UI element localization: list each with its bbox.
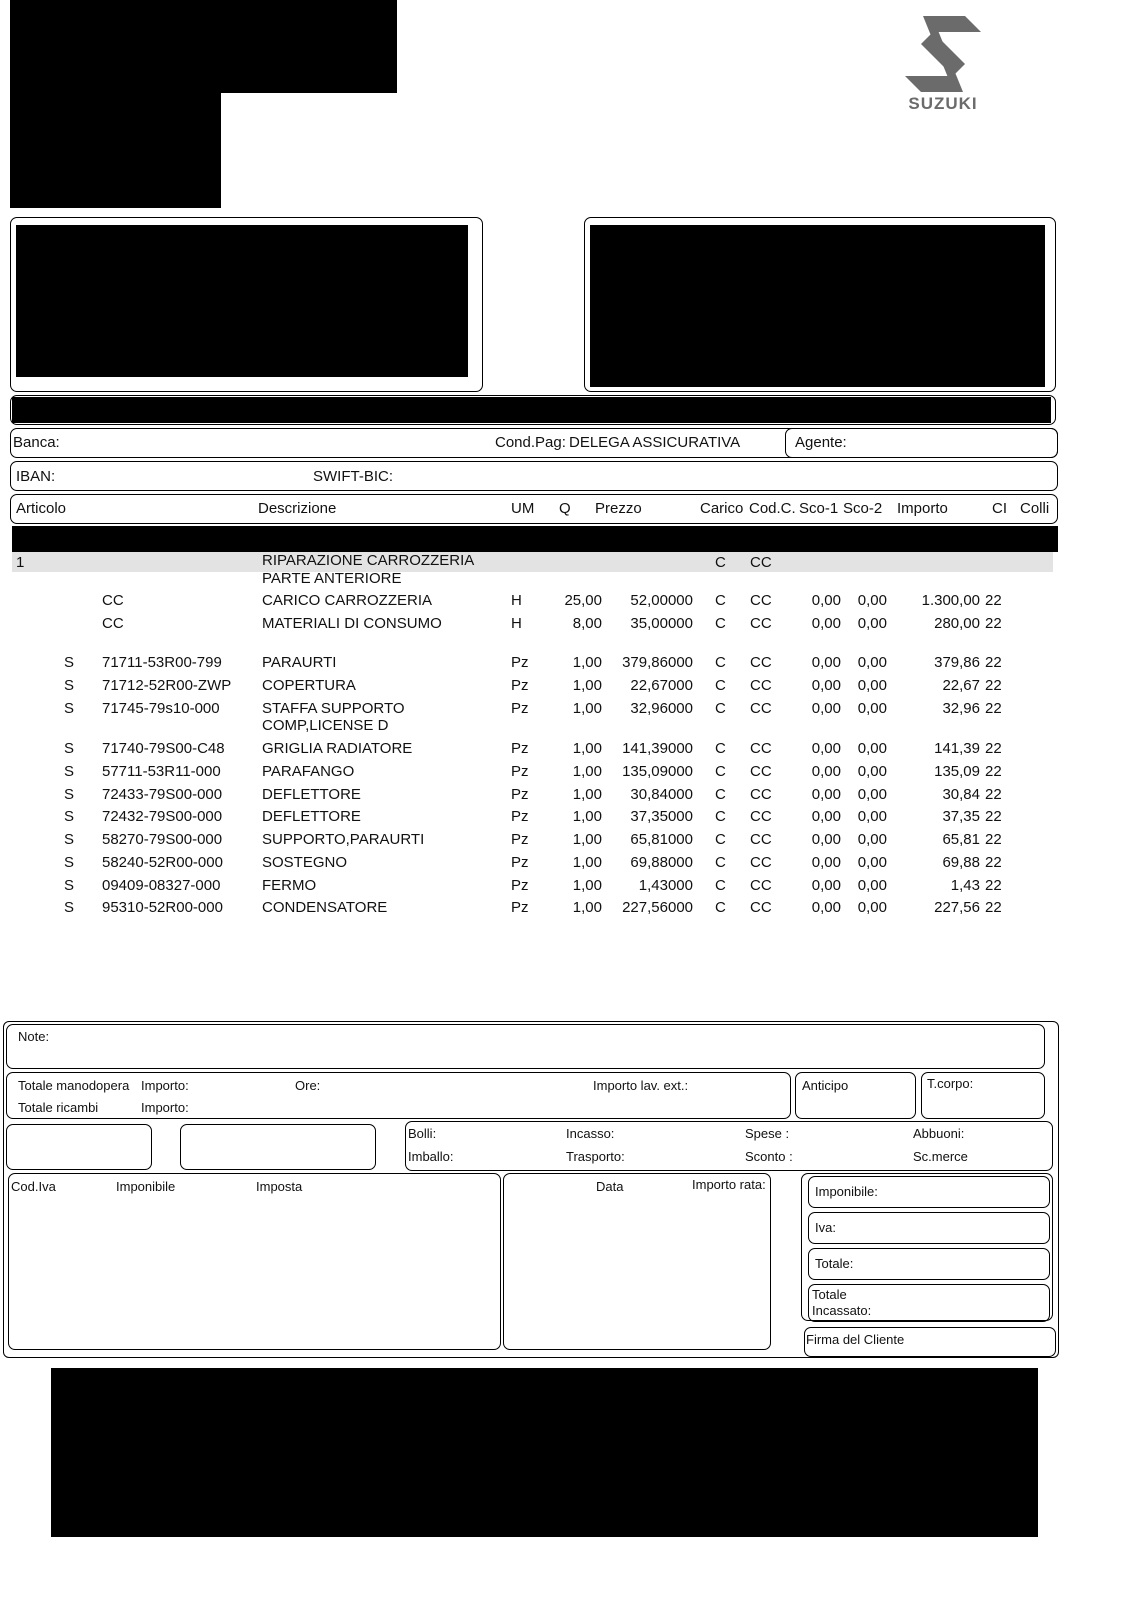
cell-prezzo: 141,39000 <box>622 740 693 757</box>
cell-prezzo: 379,86000 <box>622 654 693 671</box>
cell-sco1: 0,00 <box>811 700 841 717</box>
cell-importo: 1,43 <box>950 877 980 894</box>
cod-iva-label: Cod.Iva <box>11 1179 56 1194</box>
cell-code: CC <box>102 615 124 632</box>
totale-incassato-label: Totale <box>812 1287 847 1302</box>
cell-importo: 227,56 <box>934 899 980 916</box>
cell-flag: S <box>64 808 75 825</box>
cell-code: 09409-08327-000 <box>102 877 221 894</box>
cell-codc: CC <box>750 654 772 671</box>
cell-codc: CC <box>750 740 772 757</box>
table-row <box>0 877 1131 899</box>
cell-code: 95310-52R00-000 <box>102 899 223 916</box>
cell-um: Pz <box>511 700 529 717</box>
cell-flag: S <box>64 740 75 757</box>
cell-desc: DEFLETTORE <box>262 808 361 825</box>
redacted-doc-info <box>12 397 1051 423</box>
cell-importo: 379,86 <box>934 654 980 671</box>
cell-desc: FERMO <box>262 877 317 894</box>
bolli-label: Bolli: <box>408 1126 437 1141</box>
redacted-customer <box>16 225 468 377</box>
col-um: UM <box>511 500 535 517</box>
cell-importo: 30,84 <box>942 786 980 803</box>
importo-lav-ext-label: Importo lav. ext.: <box>593 1078 689 1093</box>
cell-flag: S <box>64 899 75 916</box>
cell-sco2: 0,00 <box>857 615 887 632</box>
group-codc: CC <box>750 554 772 571</box>
tot-ricambi-importo: Importo: <box>141 1100 189 1115</box>
group-number: 1 <box>16 554 25 571</box>
cell-q: 8,00 <box>572 615 602 632</box>
cell-ci: 22 <box>985 786 1002 803</box>
cell-flag: S <box>64 786 75 803</box>
cell-desc: STAFFA SUPPORTO <box>262 700 405 717</box>
cell-importo: 69,88 <box>942 854 980 871</box>
spese-label: Spese : <box>745 1126 790 1141</box>
iva-label: Iva: <box>815 1220 836 1235</box>
col-sco2: Sco-2 <box>843 500 883 517</box>
cell-sco1: 0,00 <box>811 763 841 780</box>
col-q: Q <box>559 500 571 517</box>
cell-ci: 22 <box>985 592 1002 609</box>
cell-carico: C <box>715 740 726 757</box>
group-desc: RIPARAZIONE CARROZZERIA <box>262 552 475 569</box>
table-row <box>0 831 1131 853</box>
cell-q: 1,00 <box>572 854 602 871</box>
col-ci: CI <box>992 500 1007 517</box>
cell-um: H <box>511 592 522 609</box>
redacted-footer <box>51 1368 1038 1537</box>
cell-q: 1,00 <box>572 740 602 757</box>
cell-sco1: 0,00 <box>811 677 841 694</box>
table-row <box>0 654 1131 676</box>
imballo-label: Imballo: <box>408 1149 454 1164</box>
cell-sco2: 0,00 <box>857 700 887 717</box>
col-sco1: Sco-1 <box>799 500 839 517</box>
cell-sco2: 0,00 <box>857 808 887 825</box>
cell-prezzo: 52,00000 <box>630 592 693 609</box>
cell-um: Pz <box>511 677 529 694</box>
note-label: Note: <box>18 1029 50 1044</box>
col-colli: Colli <box>1020 500 1050 517</box>
cell-codc: CC <box>750 592 772 609</box>
anticipo-label: Anticipo <box>802 1078 849 1093</box>
brand-name: SUZUKI <box>908 94 978 113</box>
cell-um: Pz <box>511 831 529 848</box>
redacted-header-left <box>10 90 221 208</box>
bank-label: Banca: <box>13 434 60 451</box>
cell-code: 72432-79S00-000 <box>102 808 223 825</box>
col-descrizione: Descrizione <box>258 500 337 517</box>
imponibile-col-label: Imponibile <box>116 1179 176 1194</box>
cell-um: Pz <box>511 899 529 916</box>
cell-prezzo: 37,35000 <box>630 808 693 825</box>
table-row <box>0 763 1131 785</box>
cell-codc: CC <box>750 831 772 848</box>
table-row <box>0 615 1131 637</box>
vat-box <box>8 1173 501 1350</box>
cell-code: 71711-53R00-799 <box>102 654 222 671</box>
cell-code: 72433-79S00-000 <box>102 786 223 803</box>
cell-carico: C <box>715 808 726 825</box>
imposta-label: Imposta <box>256 1179 303 1194</box>
incasso-label: Incasso: <box>566 1126 615 1141</box>
cell-importo: 280,00 <box>934 615 980 632</box>
empty-box-1 <box>6 1124 152 1170</box>
cell-ci: 22 <box>985 877 1002 894</box>
cell-sco1: 0,00 <box>811 854 841 871</box>
cell-desc: PARAURTI <box>262 654 337 671</box>
group-desc-2: PARTE ANTERIORE <box>262 570 402 587</box>
cell-ci: 22 <box>985 654 1002 671</box>
cell-importo: 141,39 <box>934 740 980 757</box>
cell-carico: C <box>715 615 726 632</box>
cell-sco2: 0,00 <box>857 763 887 780</box>
table-row <box>0 677 1131 699</box>
iban-label: IBAN: <box>16 468 56 485</box>
cell-q: 1,00 <box>572 877 602 894</box>
cell-carico: C <box>715 700 726 717</box>
importo-rata-label: Importo rata: <box>692 1177 766 1192</box>
cell-flag: S <box>64 763 75 780</box>
cell-um: Pz <box>511 740 529 757</box>
table-row <box>0 700 1131 734</box>
imponibile-label: Imponibile: <box>815 1184 878 1199</box>
cell-importo: 1.300,00 <box>921 592 980 609</box>
trasporto-label: Trasporto: <box>566 1149 625 1164</box>
ore-label: Ore: <box>295 1078 321 1093</box>
tot-manodopera-label: Totale manodopera <box>18 1078 130 1093</box>
cell-sco1: 0,00 <box>811 592 841 609</box>
cell-ci: 22 <box>985 740 1002 757</box>
cell-code: 71712-52R00-ZWP <box>102 677 232 694</box>
cell-q: 1,00 <box>572 700 602 717</box>
cell-codc: CC <box>750 808 772 825</box>
cell-code: CC <box>102 592 124 609</box>
cell-ci: 22 <box>985 854 1002 871</box>
cell-um: Pz <box>511 654 529 671</box>
cell-desc: CONDENSATORE <box>262 899 388 916</box>
col-importo: Importo <box>897 500 948 517</box>
sconto-label: Sconto : <box>745 1149 793 1164</box>
cell-sco2: 0,00 <box>857 854 887 871</box>
cell-codc: CC <box>750 877 772 894</box>
empty-box-2 <box>180 1124 376 1170</box>
cell-carico: C <box>715 763 726 780</box>
cell-sco1: 0,00 <box>811 786 841 803</box>
cell-sco2: 0,00 <box>857 740 887 757</box>
table-row <box>0 854 1131 876</box>
cell-importo: 135,09 <box>934 763 980 780</box>
cell-desc: COPERTURA <box>262 677 356 694</box>
cell-sco2: 0,00 <box>857 592 887 609</box>
cell-prezzo: 69,88000 <box>630 854 693 871</box>
cond-pag-value: DELEGA ASSICURATIVA <box>569 434 741 451</box>
table-row <box>0 592 1131 614</box>
group-carico: C <box>715 554 726 571</box>
table-row <box>0 740 1131 762</box>
cell-carico: C <box>715 899 726 916</box>
redacted-destination <box>590 225 1045 387</box>
cell-prezzo: 30,84000 <box>630 786 693 803</box>
tcorpo-label: T.corpo: <box>927 1076 974 1091</box>
suzuki-s-logo-icon <box>893 14 993 94</box>
cell-codc: CC <box>750 677 772 694</box>
cell-q: 1,00 <box>572 808 602 825</box>
cell-ci: 22 <box>985 677 1002 694</box>
suzuki-logo <box>893 14 993 119</box>
cell-codc: CC <box>750 615 772 632</box>
cell-flag: S <box>64 677 75 694</box>
cell-carico: C <box>715 877 726 894</box>
col-carico: Carico <box>700 500 744 517</box>
totale-incassato-label-2: Incassato: <box>812 1303 872 1318</box>
cell-importo: 22,67 <box>942 677 980 694</box>
cell-codc: CC <box>750 786 772 803</box>
cell-um: Pz <box>511 854 529 871</box>
cell-ci: 22 <box>985 808 1002 825</box>
cell-code: 58270-79S00-000 <box>102 831 223 848</box>
cell-prezzo: 22,67000 <box>630 677 693 694</box>
iva-box <box>808 1212 1050 1244</box>
cell-q: 1,00 <box>572 831 602 848</box>
tot-manodopera-importo: Importo: <box>141 1078 189 1093</box>
cell-um: Pz <box>511 786 529 803</box>
abbuoni-label: Abbuoni: <box>913 1126 965 1141</box>
cell-q: 1,00 <box>572 786 602 803</box>
cell-desc: MATERIALI DI CONSUMO <box>262 615 442 632</box>
cell-desc-continued: COMP,LICENSE D <box>262 717 389 734</box>
col-articolo: Articolo <box>16 500 67 517</box>
cell-importo: 32,96 <box>942 700 980 717</box>
cell-um: H <box>511 615 522 632</box>
cell-sco2: 0,00 <box>857 786 887 803</box>
cell-prezzo: 65,81000 <box>630 831 693 848</box>
cell-codc: CC <box>750 899 772 916</box>
cell-um: Pz <box>511 808 529 825</box>
cell-sco1: 0,00 <box>811 740 841 757</box>
cell-sco1: 0,00 <box>811 877 841 894</box>
cell-carico: C <box>715 786 726 803</box>
cell-flag: S <box>64 854 75 871</box>
col-prezzo: Prezzo <box>595 500 642 517</box>
cell-sco2: 0,00 <box>857 899 887 916</box>
cell-flag: S <box>64 831 75 848</box>
cell-importo: 65,81 <box>942 831 980 848</box>
cell-importo: 37,35 <box>942 808 980 825</box>
cell-codc: CC <box>750 854 772 871</box>
cell-desc: SUPPORTO,PARAURTI <box>262 831 425 848</box>
cell-ci: 22 <box>985 763 1002 780</box>
installments-box <box>503 1173 771 1350</box>
cell-prezzo: 135,09000 <box>622 763 693 780</box>
table-row <box>0 899 1131 921</box>
cell-q: 1,00 <box>572 654 602 671</box>
data-label: Data <box>596 1179 624 1194</box>
cell-code: 71745-79s10-000 <box>102 700 220 717</box>
cell-desc: GRIGLIA RADIATORE <box>262 740 413 757</box>
cell-q: 1,00 <box>572 899 602 916</box>
cell-sco1: 0,00 <box>811 615 841 632</box>
cell-carico: C <box>715 831 726 848</box>
cell-sco1: 0,00 <box>811 808 841 825</box>
col-codc: Cod.C. <box>749 500 796 517</box>
cell-ci: 22 <box>985 899 1002 916</box>
cell-desc: PARAFANGO <box>262 763 355 780</box>
cell-ci: 22 <box>985 831 1002 848</box>
tot-ricambi-label: Totale ricambi <box>18 1100 99 1115</box>
iban-row <box>10 461 1058 491</box>
redacted-doc-line <box>12 526 1058 552</box>
firma-label: Firma del Cliente <box>806 1332 905 1347</box>
cell-sco1: 0,00 <box>811 899 841 916</box>
cell-carico: C <box>715 592 726 609</box>
cell-prezzo: 1,43000 <box>638 877 693 894</box>
cell-q: 1,00 <box>572 763 602 780</box>
cell-sco2: 0,00 <box>857 654 887 671</box>
cell-codc: CC <box>750 700 772 717</box>
cell-carico: C <box>715 854 726 871</box>
cell-sco1: 0,00 <box>811 654 841 671</box>
note-box <box>6 1024 1045 1069</box>
agent-label: Agente: <box>795 434 847 451</box>
cell-code: 58240-52R00-000 <box>102 854 223 871</box>
table-row <box>0 808 1131 830</box>
cell-codc: CC <box>750 763 772 780</box>
cell-code: 71740-79S00-C48 <box>102 740 225 757</box>
table-row <box>0 786 1131 808</box>
cell-um: Pz <box>511 877 529 894</box>
cell-q: 1,00 <box>572 677 602 694</box>
scmerce-label: Sc.merce <box>913 1149 968 1164</box>
cond-pag-label: Cond.Pag: <box>495 434 566 451</box>
cell-flag: S <box>64 700 75 717</box>
cell-desc: CARICO CARROZZERIA <box>262 592 433 609</box>
cell-sco2: 0,00 <box>857 831 887 848</box>
cell-sco2: 0,00 <box>857 877 887 894</box>
cell-prezzo: 32,96000 <box>630 700 693 717</box>
cell-flag: S <box>64 877 75 894</box>
cell-um: Pz <box>511 763 529 780</box>
cell-desc: DEFLETTORE <box>262 786 361 803</box>
cell-prezzo: 35,00000 <box>630 615 693 632</box>
cell-ci: 22 <box>985 700 1002 717</box>
cell-carico: C <box>715 654 726 671</box>
cell-ci: 22 <box>985 615 1002 632</box>
cell-desc: SOSTEGNO <box>262 854 348 871</box>
cell-sco1: 0,00 <box>811 831 841 848</box>
cell-code: 57711-53R11-000 <box>102 763 221 780</box>
cell-flag: S <box>64 654 75 671</box>
swift-label: SWIFT-BIC: <box>313 468 393 485</box>
group-row <box>12 552 1053 572</box>
totale-label: Totale: <box>815 1256 854 1271</box>
cell-prezzo: 227,56000 <box>622 899 693 916</box>
redacted-header-top <box>10 0 397 93</box>
cell-carico: C <box>715 677 726 694</box>
cell-sco2: 0,00 <box>857 677 887 694</box>
cell-q: 25,00 <box>564 592 602 609</box>
